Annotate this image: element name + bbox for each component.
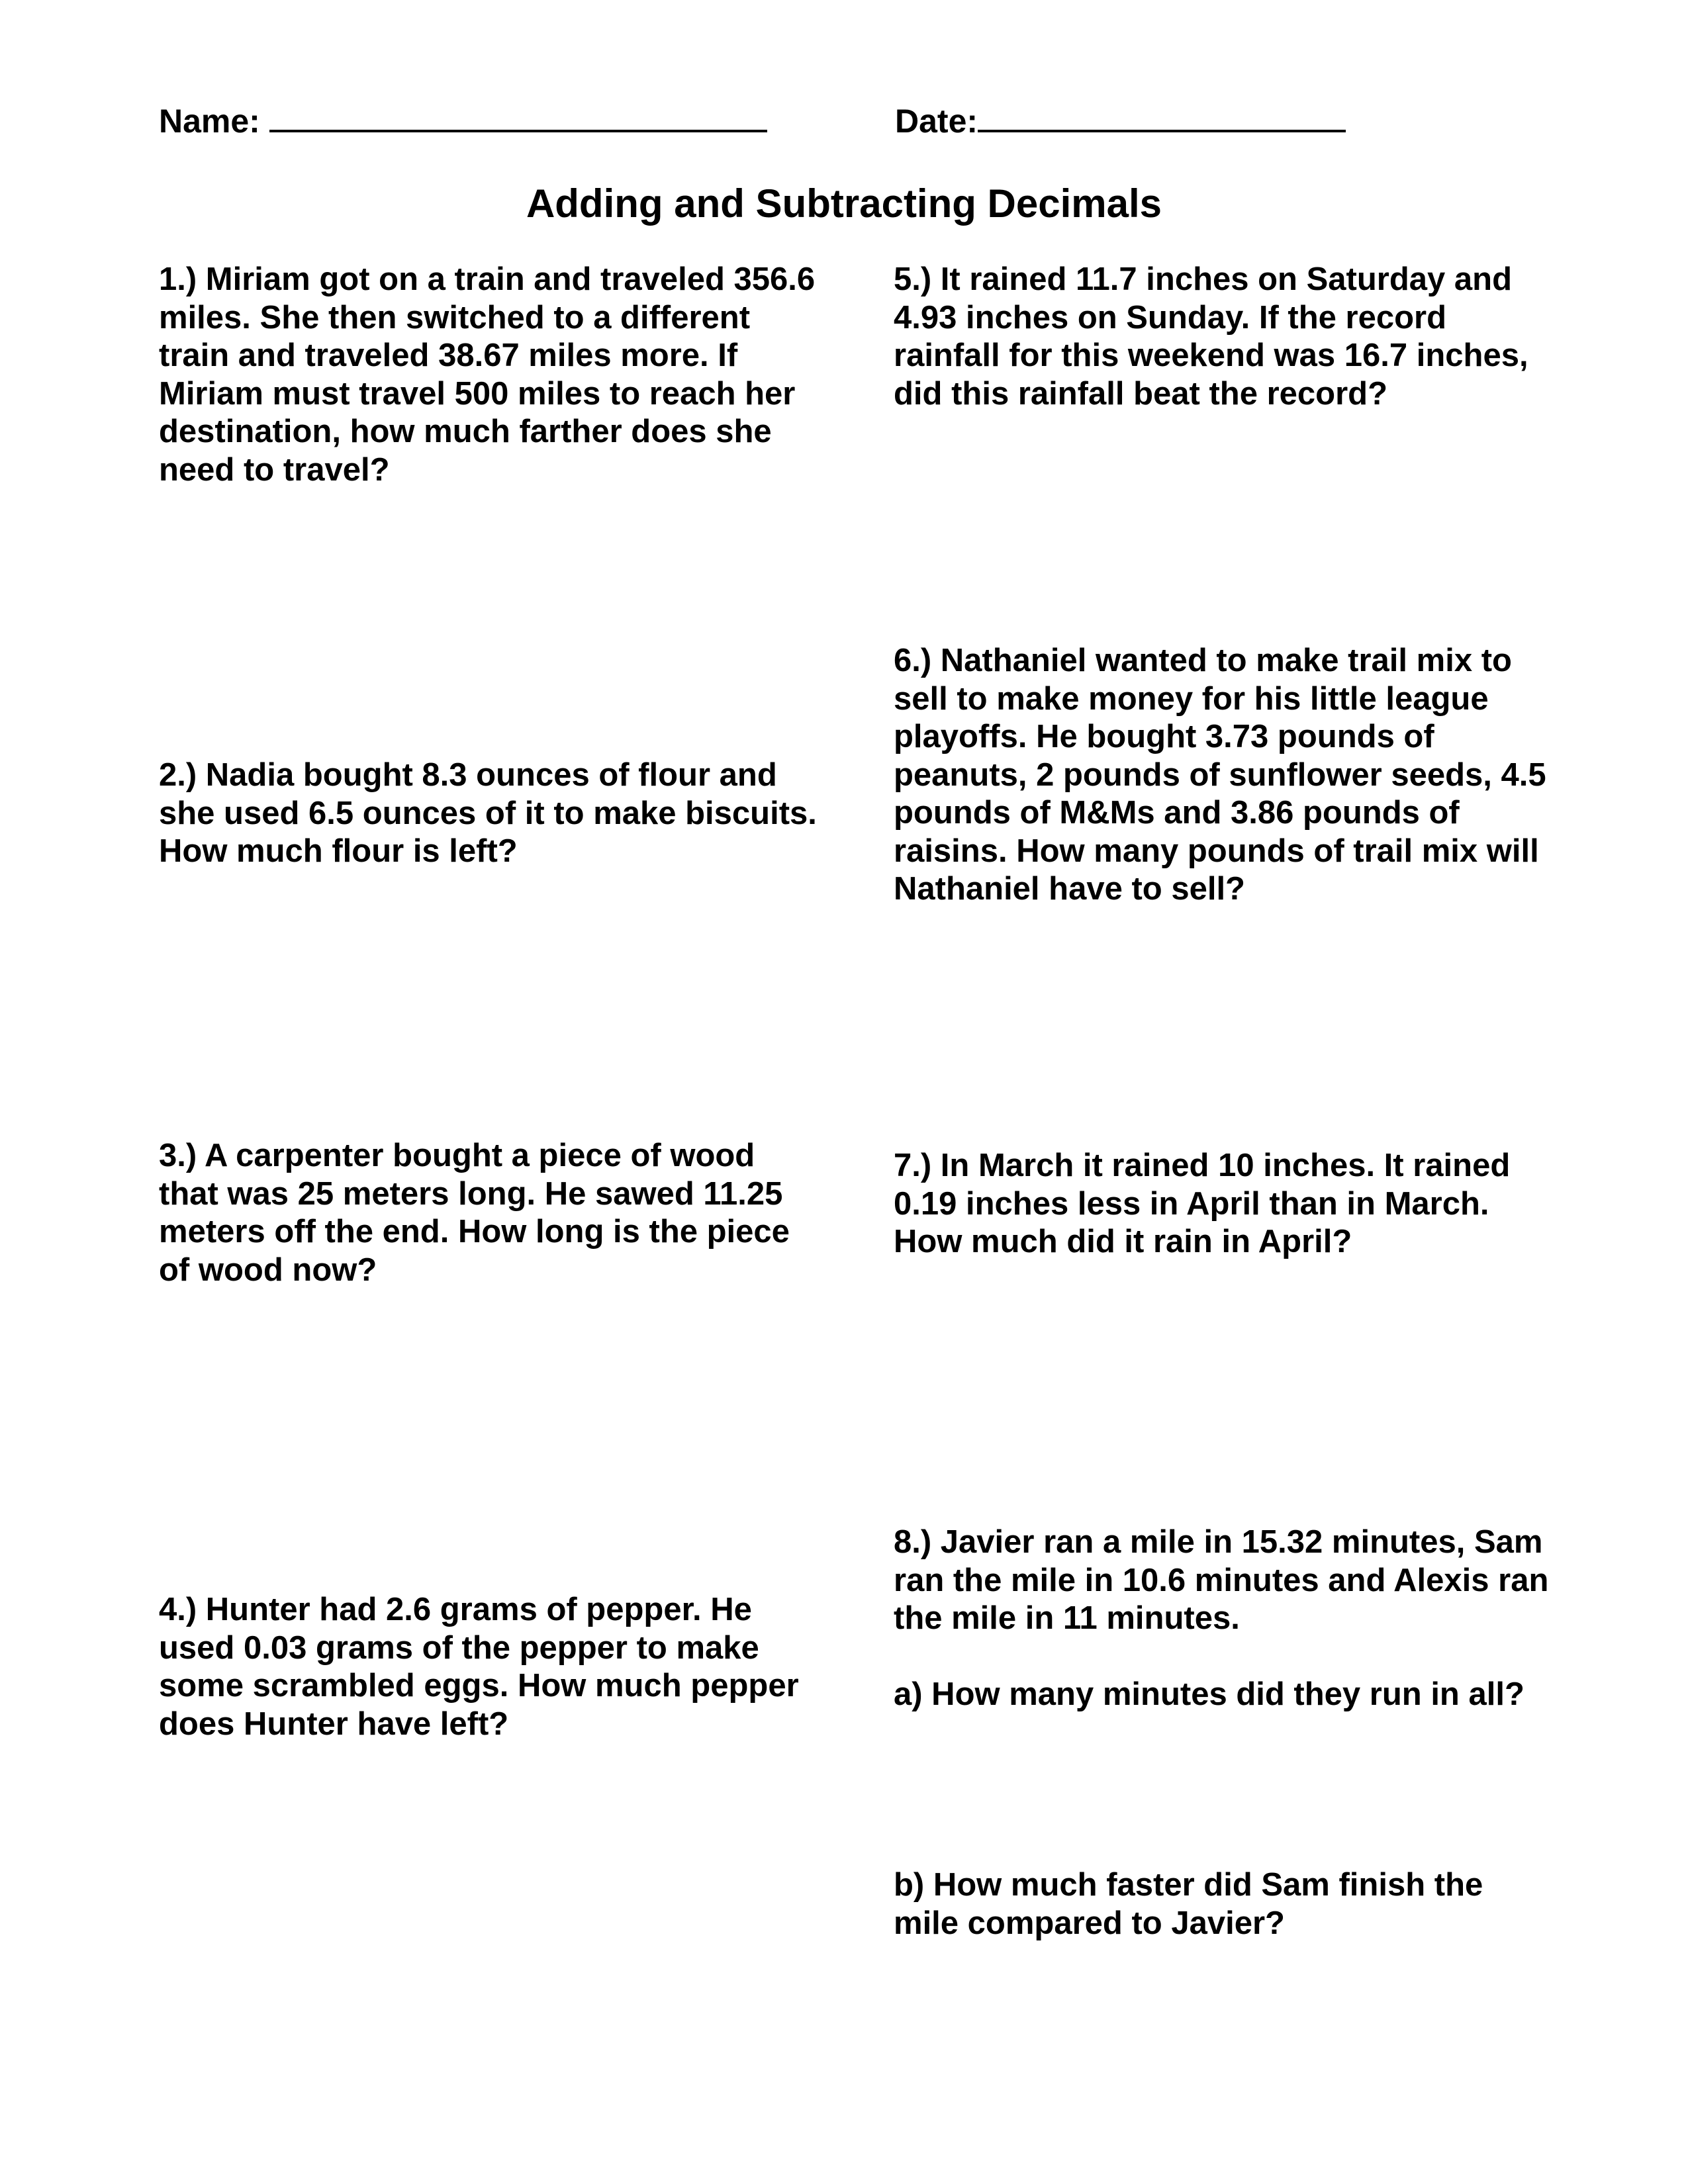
date-field[interactable]	[895, 99, 1346, 141]
problem-3: 3.) A carpenter bought a piece of wood that was 25 meters long. He sawed 11.25 meters off the end. How long is the piece of wood now?	[159, 1138, 790, 1288]
problem-2: 2.) Nadia bought 8.3 ounces of flour and she used 6.5 ounces of it to make biscuits. How much flour is left?	[159, 757, 817, 869]
problem-8-part-a: a) How many minutes did they run in all?	[894, 1676, 1524, 1712]
problem-7: 7.) In March it rained 10 inches. It rained 0.19 inches less in April than in March. How much did it rain in April?	[894, 1148, 1511, 1259]
date-label: Date:	[895, 103, 978, 140]
name-label: Name:	[159, 103, 260, 140]
problem-5: 5.) It rained 11.7 inches on Saturday and 4.93 inches on Sunday. If the record rainfall for this weekend was 16.7 inches, did this rainfall beat the record?	[894, 261, 1528, 412]
worksheet-title: Adding and Subtracting Decimals	[526, 181, 1162, 226]
date-blank-line[interactable]	[978, 99, 1346, 132]
name-blank-line[interactable]	[269, 99, 767, 132]
problem-6: 6.) Nathaniel wanted to make trail mix to sell to make money for his little league playoffs. He bought 3.73 pounds of peanuts, 2 pounds of sunflower seeds, 4.5 pounds of M&Ms and 3.86 pounds of raisins. How many pounds of trail mix will Nathaniel have to sell?	[894, 643, 1546, 907]
problem-4: 4.) Hunter had 2.6 grams of pepper. He used 0.03 grams of the pepper to make some scrambled eggs. How much pepper does Hunter have left?	[159, 1592, 799, 1742]
problem-8: 8.) Javier ran a mile in 15.32 minutes, Sam ran the mile in 10.6 minutes and Alexis ran the mile in 11 minutes.	[894, 1524, 1549, 1636]
problem-1: 1.) Miriam got on a train and traveled 356.6 miles. She then switched to a different train and traveled 38.67 miles more. If Miriam must travel 500 miles to reach her destination, how much farther does she need to travel?	[159, 261, 816, 488]
problem-8-part-b: b) How much faster did Sam finish the mile compared to Javier?	[894, 1867, 1483, 1941]
name-field[interactable]	[159, 99, 767, 141]
